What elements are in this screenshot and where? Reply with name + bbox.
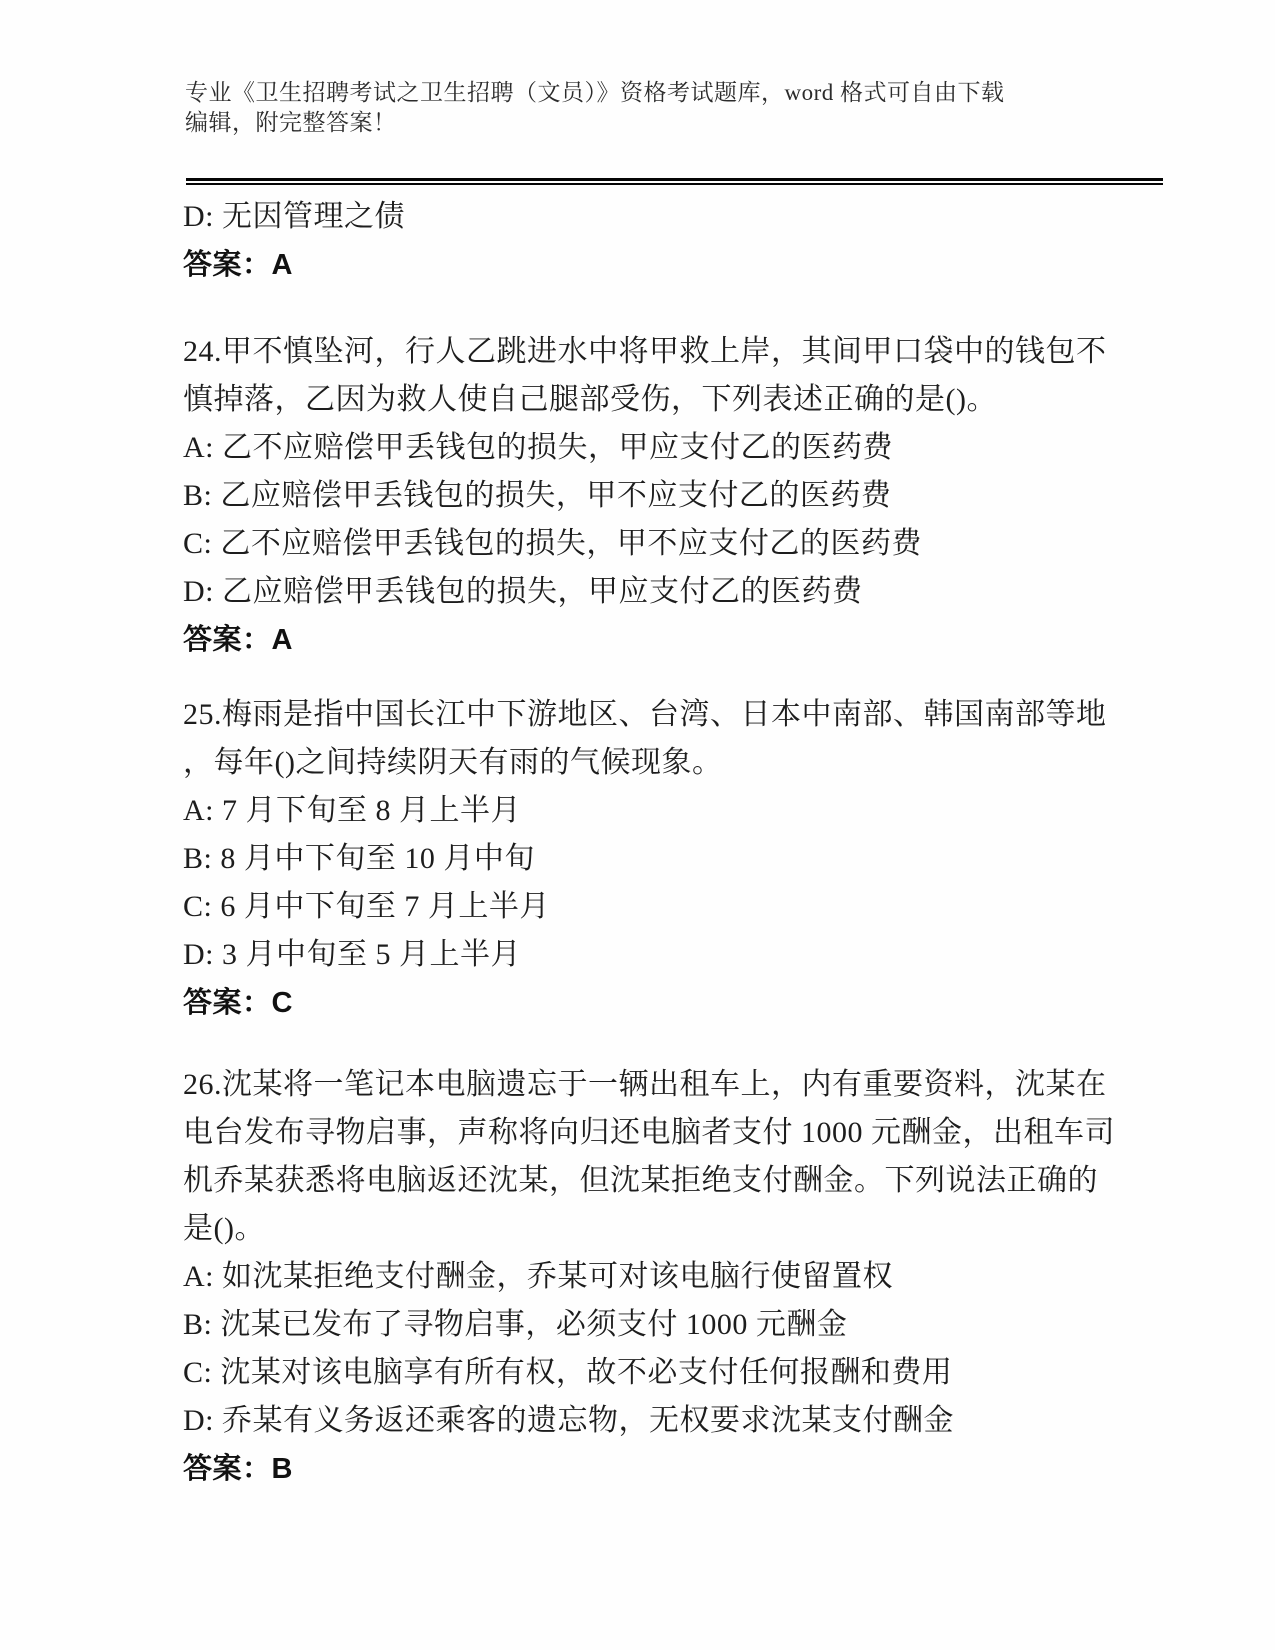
question-25-option-c: C: 6 月中下旬至 7 月上半月 [183, 890, 550, 923]
question-25 [183, 691, 1133, 1027]
question-24-answer: 答案：A [183, 624, 293, 656]
header-line-2: 编辑，附完整答案！ [185, 110, 397, 135]
question-26 [183, 1061, 1133, 1493]
question-24-option-d: D: 乙应赔偿甲丢钱包的损失，甲应支付乙的医药费 [183, 575, 863, 608]
question-23-tail [183, 193, 1133, 289]
question-26-answer: 答案：B [183, 1453, 293, 1485]
question-25-stem-line-2: ，每年()之间持续阴天有雨的气候现象。 [183, 746, 723, 779]
question-25-option-d: D: 3 月中旬至 5 月上半月 [183, 938, 521, 971]
question-26-stem-line-4: 是()。 [183, 1212, 265, 1245]
question-26-option-d: D: 乔某有义务返还乘客的遗忘物，无权要求沈某支付酬金 [183, 1404, 954, 1437]
question-24-option-c: C: 乙不应赔偿甲丢钱包的损失，甲不应支付乙的医药费 [183, 527, 922, 560]
question-25-option-a: A: 7 月下旬至 8 月上半月 [183, 794, 521, 827]
question-23-answer: 答案：A [183, 249, 293, 281]
question-25-stem-line-1: 25.梅雨是指中国长江中下游地区、台湾、日本中南部、韩国南部等地 [183, 698, 1107, 731]
question-26-stem-line-1: 26.沈某将一笔记本电脑遗忘于一辆出租车上，内有重要资料，沈某在 [183, 1068, 1107, 1101]
question-24-option-a: A: 乙不应赔偿甲丢钱包的损失，甲应支付乙的医药费 [183, 431, 893, 464]
question-24-stem-line-1: 24.甲不慎坠河，行人乙跳进水中将甲救上岸，其间甲口袋中的钱包不 [183, 335, 1107, 368]
question-25-option-b: B: 8 月中下旬至 10 月中旬 [183, 842, 535, 875]
question-25-answer: 答案：C [183, 987, 293, 1019]
header-line-1: 专业《卫生招聘考试之卫生招聘（文员）》资格考试题库，word 格式可自由下载 [185, 80, 1005, 105]
question-26-option-a: A: 如沈某拒绝支付酬金，乔某可对该电脑行使留置权 [183, 1260, 893, 1293]
question-26-stem-line-3: 机乔某获悉将电脑返还沈某，但沈某拒绝支付酬金。下列说法正确的 [183, 1164, 1098, 1197]
question-24 [183, 328, 1133, 664]
document-header [185, 78, 1125, 138]
question-26-option-b: B: 沈某已发布了寻物启事，必须支付 1000 元酬金 [183, 1308, 848, 1341]
question-23-option-d: D: 无因管理之债 [183, 200, 405, 233]
header-double-rule [186, 178, 1163, 185]
question-24-stem-line-2: 慎掉落，乙因为救人使自己腿部受伤，下列表述正确的是()。 [183, 383, 997, 416]
question-26-stem-line-2: 电台发布寻物启事，声称将向归还电脑者支付 1000 元酬金，出租车司 [183, 1116, 1115, 1149]
question-26-option-c: C: 沈某对该电脑享有所有权，故不必支付任何报酬和费用 [183, 1356, 953, 1389]
question-24-option-b: B: 乙应赔偿甲丢钱包的损失，甲不应支付乙的医药费 [183, 479, 892, 512]
